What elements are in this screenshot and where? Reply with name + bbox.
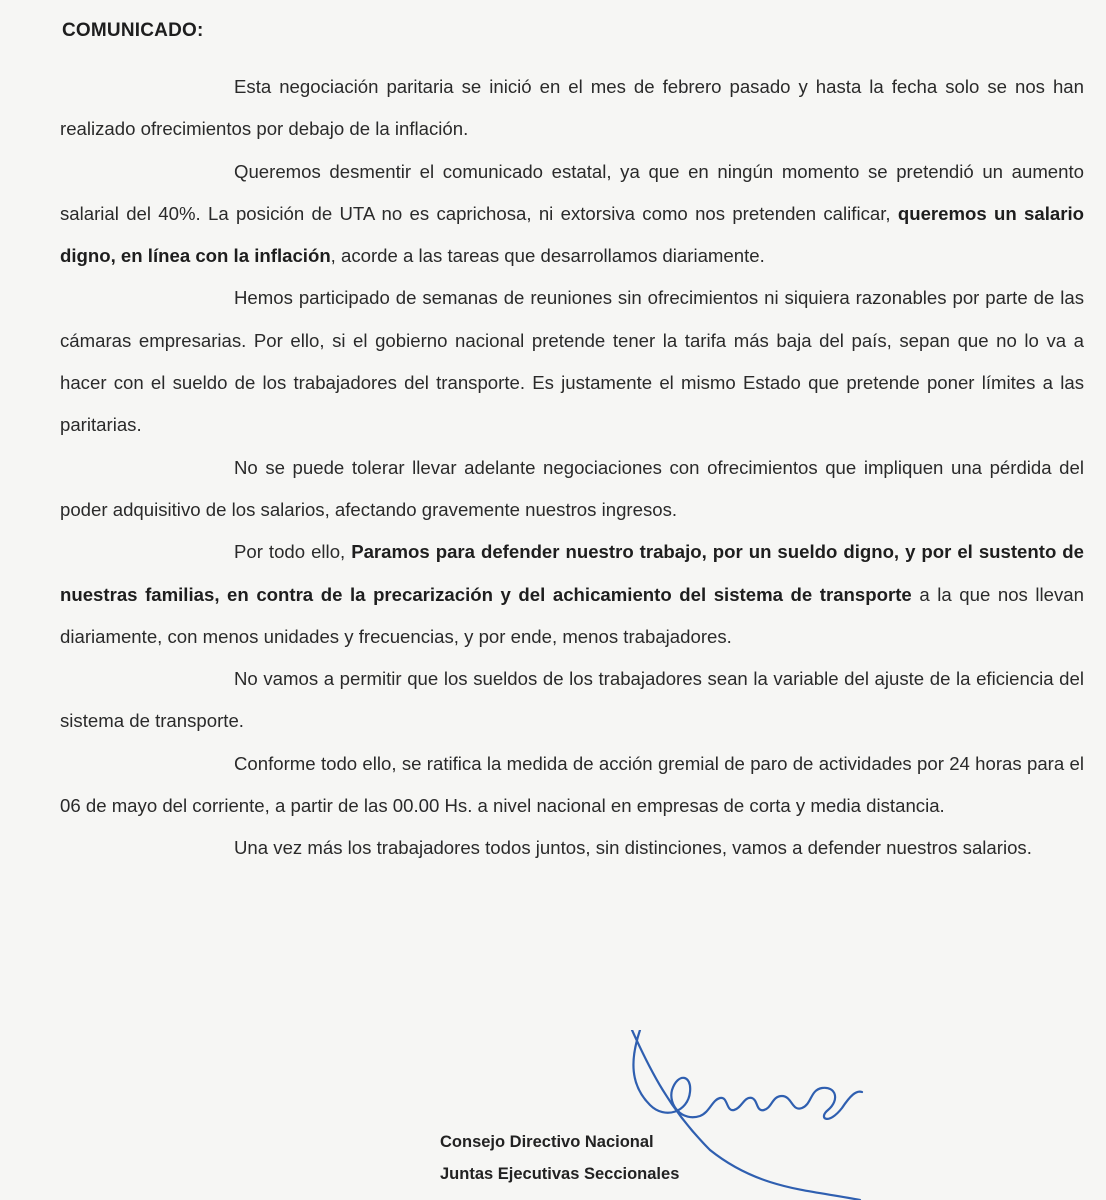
paragraph — [60, 277, 1084, 446]
signatory-block — [440, 1126, 679, 1190]
paragraph — [60, 66, 1084, 151]
paragraph — [60, 151, 1084, 278]
paragraph — [60, 743, 1084, 828]
document-body — [60, 66, 1084, 870]
paragraph-text: No se puede tolerar llevar adelante negociaciones con ofrecimientos que impliquen una pérdida del poder adquisitivo de los salarios, afectando gravemente nuestros ingresos. — [60, 456, 1084, 520]
paragraph — [60, 827, 1084, 869]
paragraph — [60, 531, 1084, 658]
paragraph-text: Esta negociación paritaria se inició en el mes de febrero pasado y hasta la fecha solo se nos han realizado ofrecimientos por debajo de la inflación. — [60, 76, 1084, 140]
paragraph-text: Queremos desmentir el comunicado estatal, ya que en ningún momento se pretendió un aumento salarial del 40%. La posición de UTA no es caprichosa, ni extorsiva como nos pretenden calificar, — [60, 160, 1084, 224]
emphasized-text: Paramos para defender nuestro trabajo, por un sueldo digno, y por el sustento de nuestras familias, en contra de la precarización y del achicamiento del sistema de transporte — [60, 541, 1084, 605]
paragraph — [60, 658, 1084, 743]
paragraph-text: Por todo ello, — [234, 541, 352, 563]
paragraph-text: Hemos participado de semanas de reuniones sin ofrecimientos ni siquiera razonables por parte de las cámaras empresarias. Por ello, si el gobierno nacional pretende tener la tarifa más baja del país, sepan que no lo va a hacer con el sueldo de los trabajadores del transporte. Es justamente el mismo Estado que pretende poner límites a las paritarias. — [60, 287, 1084, 436]
emphasized-text: queremos un salario digno, en línea con la inflación — [60, 202, 1084, 267]
paragraph-text: Una vez más los trabajadores todos juntos, sin distinciones, vamos a defender nuestros salarios. — [234, 837, 1032, 859]
document-title: COMUNICADO: — [62, 20, 204, 41]
paragraph-text: Conforme todo ello, se ratifica la medida de acción gremial de paro de actividades por 24 horas para el 06 de mayo del corriente, a partir de las 00.00 Hs. a nivel nacional en empresas de corta y media distancia. — [60, 752, 1084, 817]
paragraph-text: No vamos a permitir que los sueldos de los trabajadores sean la variable del ajuste de la eficiencia del sistema de transporte. — [60, 668, 1084, 732]
paragraph — [60, 447, 1084, 532]
signatory-line-2: Juntas Ejecutivas Seccionales — [440, 1165, 680, 1183]
signatory-line-1: Consejo Directivo Nacional — [440, 1133, 654, 1151]
paragraph-text: , acorde a las tareas que desarrollamos diariamente. — [330, 245, 765, 267]
paragraph-text: a la que nos llevan diariamente, con menos unidades y frecuencias, y por ende, menos trabajadores. — [60, 583, 1084, 647]
